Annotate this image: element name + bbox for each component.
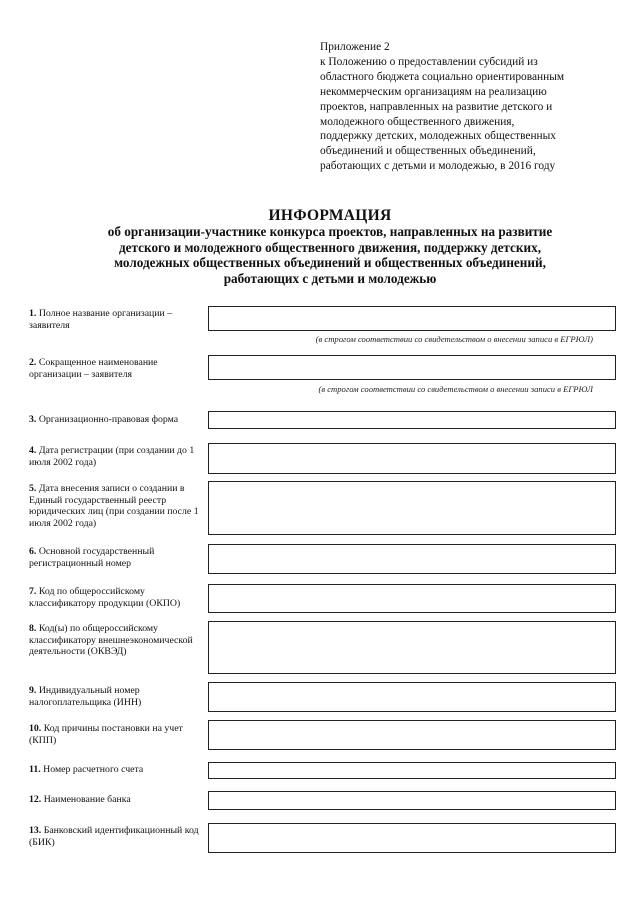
field-number: 13. <box>29 825 42 836</box>
appendix-line: работающих с детьми и молодежью, в 2016 году <box>320 160 556 173</box>
field-note: (в строгом соответствии со свидетельством о внесении записи в ЕГРЮЛ <box>318 384 593 394</box>
field-label-text: Сокращенное наименование организации – заявителя <box>29 357 158 380</box>
appendix-line: объединений и общественных объединений, <box>320 145 536 158</box>
registration-date-input[interactable] <box>208 443 616 474</box>
field-label-text: Дата регистрации (при создании до 1 июля 2002 года) <box>29 445 195 468</box>
field-number: 7. <box>29 586 37 597</box>
field-label <box>29 764 209 776</box>
field-label <box>29 623 209 658</box>
field-label-text: Банковский идентификационный код (БИК) <box>29 825 199 848</box>
document-title <box>20 207 640 286</box>
field-label <box>29 445 209 468</box>
appendix-line: к Положению о предоставлении субсидий из <box>320 55 538 68</box>
appendix-line: проектов, направленных на развитие детского и <box>320 100 553 113</box>
field-label-text: Полное название организации – заявителя <box>29 308 173 331</box>
kpp-input[interactable] <box>208 720 616 750</box>
field-number: 10. <box>29 723 42 734</box>
full-name-input[interactable] <box>208 306 616 331</box>
field-label <box>29 794 209 806</box>
field-number: 2. <box>29 357 37 368</box>
field-label <box>29 723 209 746</box>
field-number: 8. <box>29 623 37 634</box>
bik-input[interactable] <box>208 823 616 853</box>
appendix-line: некоммерческим организациям на реализацию <box>320 85 547 98</box>
field-label-text: Код по общероссийскому классификатору продукции (ОКПО) <box>29 586 181 609</box>
appendix-line: поддержку детских, молодежных общественных <box>320 130 556 143</box>
field-label <box>29 546 209 569</box>
appendix-header <box>320 40 620 174</box>
field-label-text: Организационно-правовая форма <box>38 414 179 425</box>
title-line: работающих с детьми и молодежью <box>223 270 437 286</box>
field-label-text: Дата внесения записи о создании в Единый государственный реестр юридических лиц (при создании после 1 июля 2002 года) <box>29 483 199 529</box>
okpo-input[interactable] <box>208 584 616 613</box>
ogrn-input[interactable] <box>208 544 616 574</box>
bank-name-input[interactable] <box>208 791 616 810</box>
field-number: 6. <box>29 546 37 557</box>
field-number: 12. <box>29 794 42 805</box>
field-label <box>29 357 209 380</box>
okved-input[interactable] <box>208 621 616 674</box>
inn-input[interactable] <box>208 682 616 712</box>
appendix-line: областного бюджета социально ориентированным <box>320 70 565 83</box>
appendix-line: молодежного общественного движения, <box>320 115 515 128</box>
title-line: молодежных общественных объединений и общественных объединений, <box>114 255 546 271</box>
field-label <box>29 685 209 708</box>
field-number: 3. <box>29 414 37 425</box>
field-label <box>29 308 209 331</box>
account-number-input[interactable] <box>208 762 616 779</box>
field-note: (в строгом соответствии со свидетельством о внесении записи в ЕГРЮЛ) <box>315 334 593 344</box>
field-number: 4. <box>29 445 37 456</box>
field-label-text: Основной государственный регистрационный номер <box>29 546 155 569</box>
field-label <box>29 414 209 426</box>
field-label-text: Наименование банка <box>43 794 131 805</box>
field-label-text: Код(ы) по общероссийскому классификатору внешнеэкономической деятельности (ОКВЭД) <box>29 623 193 658</box>
field-label-text: Индивидуальный номер налогоплательщика (ИНН) <box>29 685 142 708</box>
field-label <box>29 586 209 609</box>
egrul-date-input[interactable] <box>208 481 616 535</box>
field-label <box>29 825 209 848</box>
field-number: 1. <box>29 308 37 319</box>
field-number: 5. <box>29 483 37 494</box>
legal-form-input[interactable] <box>208 411 616 429</box>
field-label-text: Код причины постановки на учет (КПП) <box>29 723 183 746</box>
field-number: 11. <box>29 764 41 775</box>
title-line: детского и молодежного общественного движения, поддержку детских, <box>119 239 541 255</box>
title-main: ИНФОРМАЦИЯ <box>268 207 392 224</box>
short-name-input[interactable] <box>208 355 616 380</box>
title-line: об организации-участнике конкурса проектов, направленных на развитие <box>107 224 553 239</box>
appendix-line: Приложение 2 <box>320 41 390 53</box>
field-label <box>29 483 209 529</box>
field-number: 9. <box>29 685 37 696</box>
field-label-text: Номер расчетного счета <box>43 764 144 775</box>
